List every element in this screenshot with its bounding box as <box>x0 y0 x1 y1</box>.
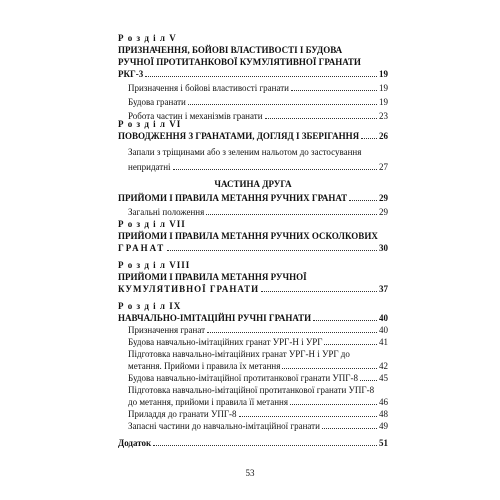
toc-item <box>118 348 388 360</box>
section-v-title-line-3: РКГ-3 <box>118 69 144 79</box>
toc-item-page: 23 <box>379 111 388 121</box>
section-ix-title: НАВЧАЛЬНО-ІМІТАЦІЙНІ РУЧНІ ГРАНАТИ <box>118 313 312 323</box>
section-vii-title-line-1: ПРИЙОМИ І ПРАВИЛА МЕТАННЯ РУЧНИХ ОСКОЛКОВИХ <box>118 231 378 241</box>
leader-dots <box>282 368 377 369</box>
leader-dots <box>206 214 377 215</box>
leader-dots <box>153 445 377 446</box>
section-v-title-row <box>118 68 388 80</box>
toc-item-text: Підготовка навчально-імітаційних гранат УРГ-Н і УРГ до <box>128 349 350 359</box>
section-ix <box>118 300 388 432</box>
section-ix-header: Р о з д і л IX <box>118 301 182 311</box>
appendix <box>118 437 388 449</box>
toc-item-page: 19 <box>379 83 388 93</box>
toc-item-text: непридатні <box>128 162 171 172</box>
appendix-page: 51 <box>379 438 388 448</box>
appendix-row <box>118 437 388 449</box>
leader-dots <box>173 169 377 170</box>
toc-item-text: до метання, прийоми і правила її метання <box>128 397 288 407</box>
section-v-page: 19 <box>379 69 388 79</box>
leader-dots <box>207 332 377 333</box>
toc-item <box>118 336 388 348</box>
toc-item-page: 27 <box>379 162 388 172</box>
section-viii-header: Р о з д і л VIII <box>118 260 191 270</box>
leader-dots <box>291 90 377 91</box>
toc-item-text: Будова навчально-імітаційної протитанкової гранати УПГ-8 <box>128 373 358 383</box>
section-vi-header: Р о з д і л VI <box>118 119 182 129</box>
section-vii <box>118 218 388 254</box>
section-v-title-line-2: РУЧНОЇ ПРОТИТАНКОВОЇ КУМУЛЯТИВНОЇ ГРАНАТИ <box>118 57 361 67</box>
toc-item <box>118 96 388 108</box>
toc-item-text: Робота частин і механізмів гранати <box>128 111 263 121</box>
toc-item <box>118 324 388 336</box>
toc-item <box>118 396 388 408</box>
leader-dots <box>167 250 377 251</box>
toc-item <box>118 206 388 218</box>
section-vi <box>118 118 388 173</box>
leader-dots <box>239 416 377 417</box>
section-viii-title-row <box>118 283 388 295</box>
leader-dots <box>290 404 377 405</box>
toc-item <box>118 408 388 420</box>
part-two-title: ПРИЙОМИ І ПРАВИЛА МЕТАННЯ РУЧНИХ ГРАНАТ <box>118 193 348 203</box>
leader-dots <box>313 320 377 321</box>
leader-dots <box>361 138 377 139</box>
toc-item-page: 41 <box>379 337 388 347</box>
toc-item-page: 46 <box>379 397 388 407</box>
leader-dots <box>360 380 377 381</box>
leader-dots <box>188 104 377 105</box>
part-two-page: 29 <box>379 193 388 203</box>
section-viii-title-line-1: ПРИЙОМИ І ПРАВИЛА МЕТАННЯ РУЧНОЇ <box>118 272 307 282</box>
section-v-header: Р о з д і л V <box>118 33 177 43</box>
section-ix-items <box>118 324 388 432</box>
toc-item <box>118 372 388 384</box>
toc-item-page: 45 <box>379 373 388 383</box>
page-number: 53 <box>245 468 255 478</box>
toc-item-page: 19 <box>379 97 388 107</box>
toc-item <box>118 161 388 173</box>
toc-item-text: Загальні положення <box>128 207 205 217</box>
section-v <box>118 32 388 122</box>
toc-item-page: 40 <box>379 325 388 335</box>
leader-dots <box>322 428 377 429</box>
section-viii-page: 37 <box>379 284 388 294</box>
section-vi-title: ПОВОДЖЕННЯ З ГРАНАТАМИ, ДОГЛЯД І ЗБЕРІГАННЯ <box>118 131 360 141</box>
toc-item-text: Будова навчально-імітаційних гранат УРГ-Н і УРГ <box>128 337 323 347</box>
leader-dots <box>261 291 377 292</box>
toc-item-page: 49 <box>379 421 388 431</box>
toc-item-text: Призначення і бойові властивості гранати <box>128 83 289 93</box>
toc-item-page: 29 <box>379 207 388 217</box>
section-ix-title-row <box>118 312 388 324</box>
toc-item-page: 48 <box>379 409 388 419</box>
part-two-heading: ЧАСТИНА ДРУГА <box>214 179 292 189</box>
leader-dots <box>145 76 377 77</box>
part-two-title-row <box>118 192 388 204</box>
toc-item-text: Будова гранати <box>128 97 186 107</box>
toc-item-text: метання. Прийоми і правила їх метання <box>128 361 281 371</box>
toc-item-text: Приладдя до гранати УПГ-8 <box>128 409 237 419</box>
section-vi-item-line-1: Запали з тріщинами або з зеленим нальотом до застосування <box>128 147 362 157</box>
toc-item <box>118 384 388 396</box>
toc-item-page: 42 <box>379 361 388 371</box>
part-two <box>118 178 388 218</box>
leader-dots <box>349 200 377 201</box>
section-v-title-line-1: ПРИЗНАЧЕННЯ, БОЙОВІ ВЛАСТИВОСТІ І БУДОВА <box>118 45 343 55</box>
section-viii <box>118 259 388 295</box>
appendix-label: Додаток <box>118 438 152 448</box>
toc-item <box>118 82 388 94</box>
section-vii-title-line-2: ГРАНАТ <box>118 243 166 253</box>
leader-dots <box>324 344 377 345</box>
section-vi-title-row <box>118 130 388 142</box>
section-vii-page: 30 <box>379 243 388 253</box>
toc-item <box>118 360 388 372</box>
toc-item-text: Підготовка навчально-імітаційної протитанкової гранати УПГ-8 <box>128 385 375 395</box>
toc-item-text: Запасні частини до навчально-імітаційної гранати <box>128 421 320 431</box>
toc-item <box>118 420 388 432</box>
toc-item-text: Призначення гранат <box>128 325 206 335</box>
section-vii-title-row <box>118 242 388 254</box>
section-vi-page: 26 <box>379 131 388 141</box>
section-ix-page: 40 <box>379 313 388 323</box>
section-viii-title-line-2: КУМУЛЯТИВНОЇ ГРАНАТИ <box>118 284 260 294</box>
section-vii-header: Р о з д і л VII <box>118 219 186 229</box>
